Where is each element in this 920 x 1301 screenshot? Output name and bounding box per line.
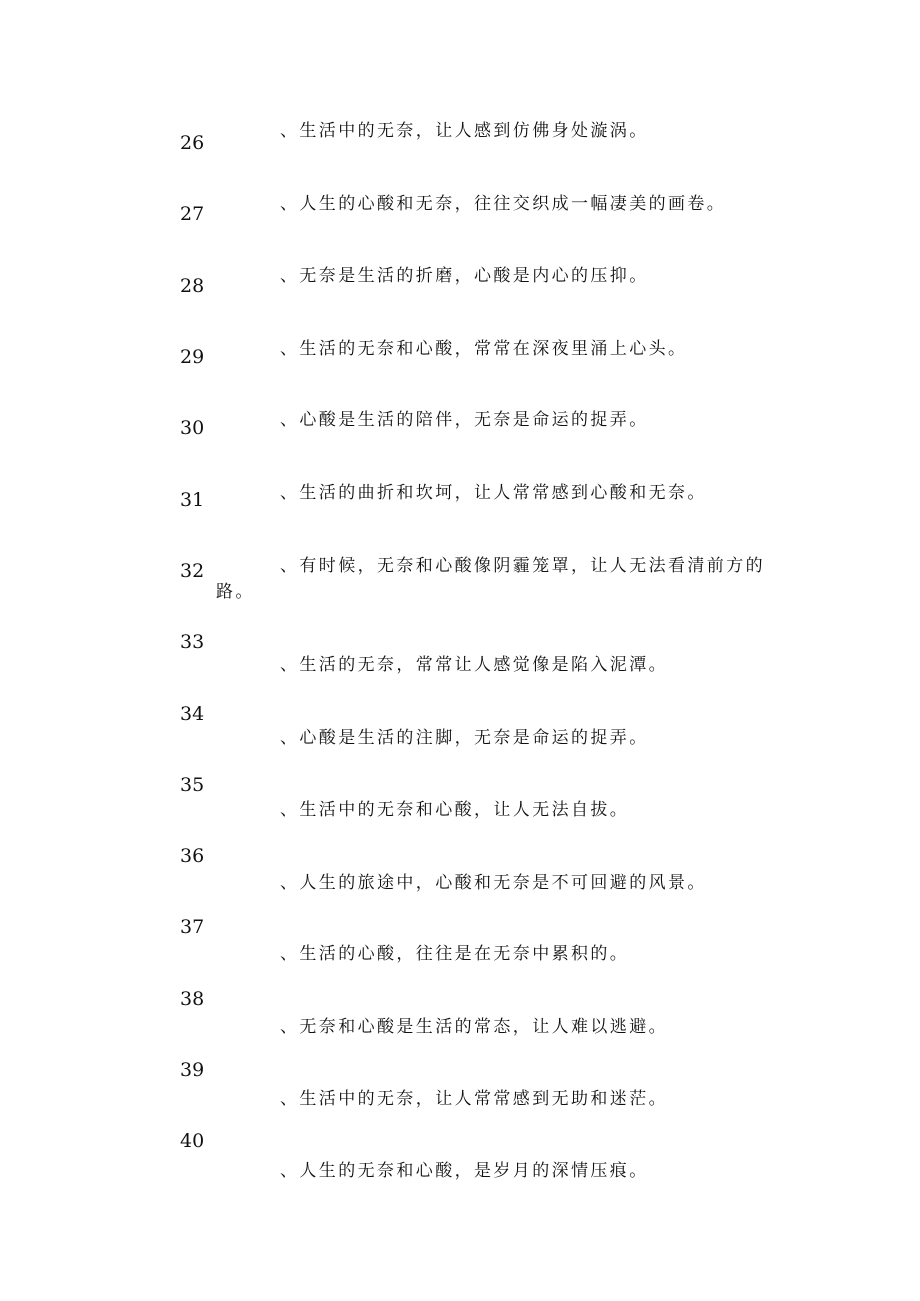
item-text: 、生活中的无奈和心酸，让人无法自拔。 xyxy=(280,800,630,820)
item-text: 、生活中的无奈，让人常常感到无助和迷茫。 xyxy=(280,1089,668,1109)
item-number: 27 xyxy=(180,203,205,225)
item-number: 40 xyxy=(180,1130,205,1152)
item-number: 26 xyxy=(180,132,205,154)
item-text: 、生活的无奈和心酸，常常在深夜里涌上心头。 xyxy=(280,339,688,359)
item-text: 、生活中的无奈，让人感到仿佛身处漩涡。 xyxy=(280,121,649,141)
item-number: 34 xyxy=(180,703,205,725)
item-number: 37 xyxy=(180,916,205,938)
item-number: 38 xyxy=(180,988,205,1010)
item-text: 、人生的无奈和心酸，是岁月的深情压痕。 xyxy=(280,1161,649,1181)
item-text: 、人生的旅途中，心酸和无奈是不可回避的风景。 xyxy=(280,873,707,893)
item-number: 33 xyxy=(180,631,205,653)
item-text-continuation: 路。 xyxy=(216,582,255,602)
item-text: 、无奈和心酸是生活的常态，让人难以逃避。 xyxy=(280,1017,668,1037)
item-text: 、生活的无奈，常常让人感觉像是陷入泥潭。 xyxy=(280,655,668,675)
item-text: 、无奈是生活的折磨，心酸是内心的压抑。 xyxy=(280,266,649,286)
item-text: 、有时候，无奈和心酸像阴霾笼罩，让人无法看清前方的 xyxy=(280,556,765,576)
item-number: 35 xyxy=(180,774,205,796)
item-number: 36 xyxy=(180,845,205,867)
item-number: 39 xyxy=(180,1059,205,1081)
item-text: 、生活的曲折和坎坷，让人常常感到心酸和无奈。 xyxy=(280,483,707,503)
item-number: 32 xyxy=(180,560,205,582)
item-number: 30 xyxy=(180,417,205,439)
item-number: 29 xyxy=(180,346,205,368)
item-text: 、生活的心酸，往往是在无奈中累积的。 xyxy=(280,944,630,964)
item-number: 28 xyxy=(180,275,205,297)
item-text: 、人生的心酸和无奈，往往交织成一幅凄美的画卷。 xyxy=(280,194,727,214)
item-text: 、心酸是生活的陪伴，无奈是命运的捉弄。 xyxy=(280,410,649,430)
item-text: 、心酸是生活的注脚，无奈是命运的捉弄。 xyxy=(280,728,649,748)
item-number: 31 xyxy=(180,489,205,511)
